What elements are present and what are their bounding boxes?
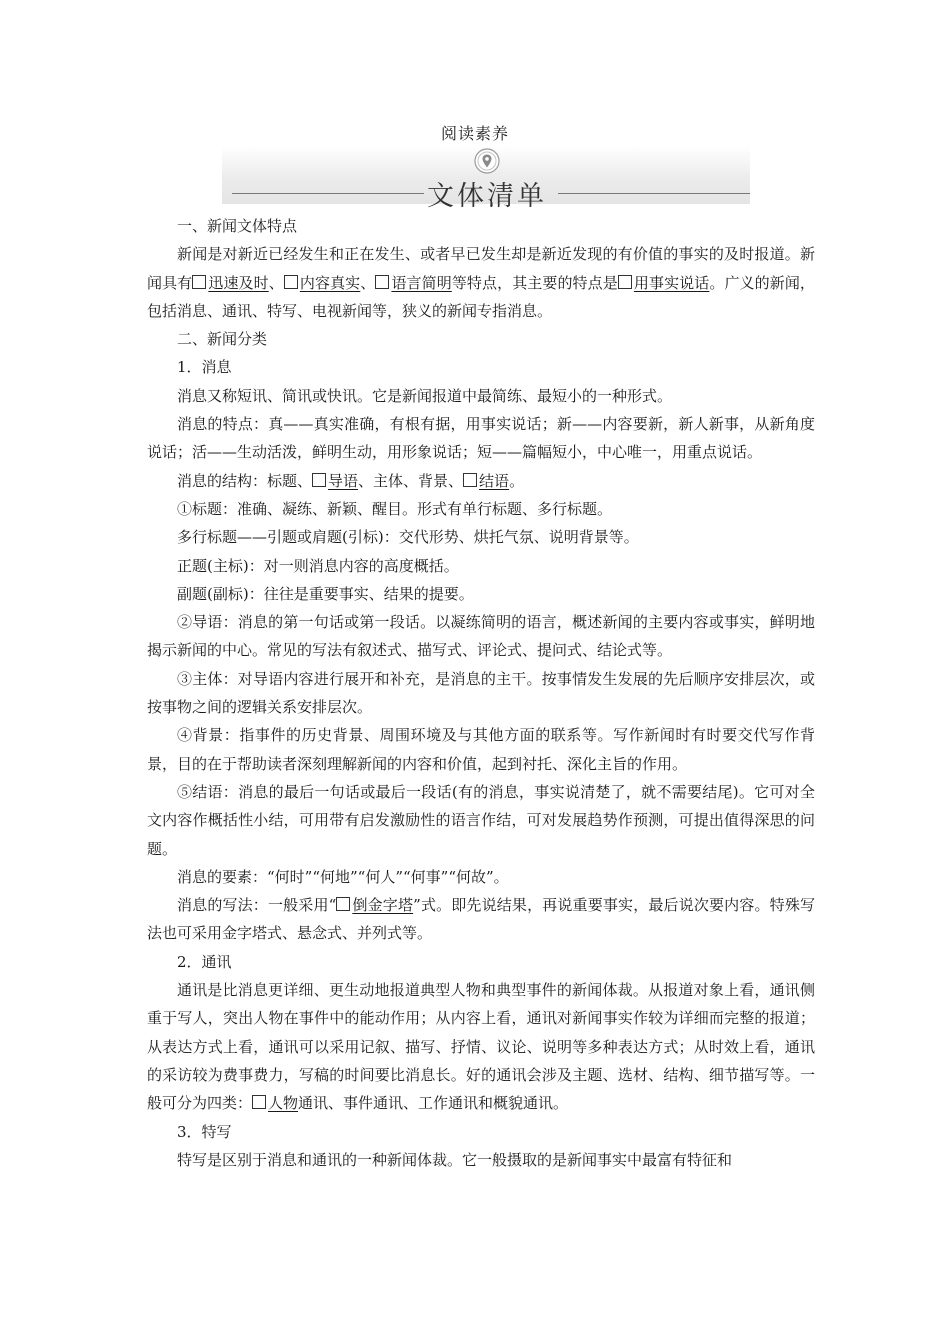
checkbox-icon	[312, 473, 326, 487]
answer-blank: 倒金字塔	[336, 896, 413, 914]
paragraph: ②导语：消息的第一句话或第一段话。以凝练简明的语言，概述新闻的主要内容或事实，鲜明地揭示新闻的中心。常见的写法有叙述式、描写式、评论式、提问式、结论式等。	[147, 613, 815, 660]
banner-rule-left	[232, 193, 424, 194]
checkbox-icon	[336, 897, 350, 911]
paragraph: 通讯是比消息更详细、更生动地报道典型人物和典型事件的新闻体裁。从报道对象上看，通讯侧重于写人，突出人物在事件中的能动作用；从内容上看，通讯对新闻事实作较为详细而完整的报道；从表达方式上看，通讯可以采用记叙、描写、抒情、议论、说明等多种表达方式；从时效上看，通讯的采访较为费事费力，写稿的时间要比消息长。好的通讯会涉及主题、选材、结构、细节描写等。一般可分为四类： 人物通讯、事件通讯、工作通讯和概貌通讯。	[147, 981, 815, 1113]
answer-blank: 用事实说话	[618, 274, 710, 292]
answer-blank: 导语	[312, 472, 358, 490]
paragraph: 副题(副标)：往往是重要事实、结果的提要。	[177, 584, 474, 603]
checkbox-icon	[618, 275, 632, 289]
banner-title: 文体清单	[427, 181, 547, 212]
checkbox-icon	[284, 275, 298, 289]
subheading-tongxun: 2．通讯	[177, 952, 232, 971]
paragraph: ④背景：指事件的历史背景、周围环境及与其他方面的联系等。写作新闻时有时要交代写作背景，目的在于帮助读者深刻理解新闻的内容和价值，起到衬托、深化主旨的作用。	[147, 726, 815, 773]
answer-blank: 语言简明	[375, 274, 451, 292]
checkbox-icon	[192, 275, 206, 289]
paragraph: 消息的要素：“何时”“何地”“何人”“何事”“何故”。	[177, 867, 509, 886]
paragraph: 消息的特点：真——真实准确，有根有据，用事实说话；新——内容要新，新人新事，从新角度说话；活——生动活泼，鲜明生动，用形象说话；短——篇幅短小，中心唯一，用重点说话。	[147, 415, 815, 462]
paragraph: 新闻是对新近已经发生和正在发生、或者早已发生却是新近发现的有价值的事实的及时报道。新闻具有 迅速及时、 内容真实、 语言简明等特点，其主要的特点是 用事实说话。广义的新闻，包括消息、通讯、特写、电视新闻等，狭义的新闻专指消息。	[147, 245, 815, 320]
heading-classification: 二、新闻分类	[177, 330, 268, 349]
document-body	[147, 212, 815, 1174]
paragraph: 多行标题——引题或肩题(引标)：交代形势、烘托气氛、说明背景等。	[177, 528, 639, 547]
section-label: 阅读素养	[440, 124, 509, 143]
checkbox-icon	[375, 275, 389, 289]
paragraph: ⑤结语：消息的最后一句话或最后一段话(有的消息，事实说清楚了，就不需要结尾)。它可对全文内容作概括性小结，可用带有启发激励性的语言作结，可对发展趋势作预测，可提出值得深思的问题。	[147, 782, 815, 858]
answer-blank: 内容真实	[284, 274, 360, 292]
section-banner	[222, 146, 750, 212]
answer-blank: 结语	[463, 472, 509, 490]
checkbox-icon	[463, 473, 477, 487]
paragraph: ①标题：准确、凝练、新颖、醒目。形式有单行标题、多行标题。	[177, 499, 613, 518]
paragraph: 消息又称短讯、简讯或快讯。它是新闻报道中最简练、最短小的一种形式。	[177, 386, 673, 405]
paragraph: 正题(主标)：对一则消息内容的高度概括。	[177, 556, 459, 575]
subheading-xiaoxi: 1．消息	[177, 358, 232, 377]
banner-rule-right	[558, 193, 750, 194]
paragraph: ③主体：对导语内容进行展开和补充，是消息的主干。按事情发生发展的先后顺序安排层次，或按事物之间的逻辑关系安排层次。	[147, 669, 815, 717]
paragraph: 特写是区别于消息和通讯的一种新闻体裁。它一般摄取的是新闻事实中最富有特征和	[177, 1150, 733, 1169]
answer-blank: 人物	[252, 1094, 298, 1112]
paragraph: 消息的结构：标题、 导语、主体、背景、 结语。	[177, 471, 525, 490]
paragraph: 消息的写法：一般采用“ 倒金字塔”式。即先说结果，再说重要事实，最后说次要内容。特殊写法也可采用金字塔式、悬念式、并列式等。	[147, 896, 815, 943]
checkbox-icon	[252, 1095, 266, 1109]
heading-features: 一、新闻文体特点	[177, 217, 298, 235]
subheading-texie: 3．特写	[177, 1122, 232, 1141]
answer-blank: 迅速及时	[192, 274, 268, 292]
location-pin-icon	[474, 148, 500, 174]
